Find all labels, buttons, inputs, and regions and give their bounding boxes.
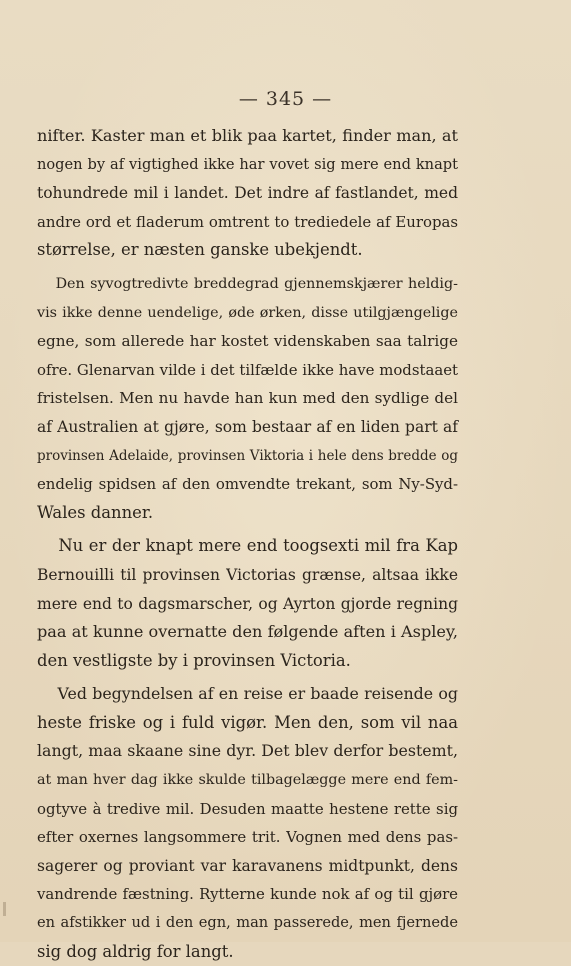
text-line: størrelse, er næsten ganske ubekjendt. (37, 240, 363, 260)
paragraph-3 (37, 532, 458, 675)
paragraph-2 (37, 270, 458, 527)
text-line: mere end to dagsmarscher, og Ayrton gjorde regning (37, 594, 458, 613)
text-line: fristelsen. Men nu havde han kun med den sydlige del (37, 389, 458, 408)
text-line: ofre. Glenarvan vilde i det tilfælde ikke have modstaaet (37, 360, 458, 379)
body-text (37, 122, 458, 966)
text-line: Bernouilli til provinsen Victorias grænse, altsaa ikke (37, 565, 458, 584)
text-line: nifter. Kaster man et blik paa kartet, finder man, at (37, 126, 458, 145)
text-line: Ved begyndelsen af en reise er baade reisende og (57, 684, 458, 704)
text-line: langt, maa skaane sine dyr. Det blev derfor bestemt, (37, 741, 458, 761)
text-line: sagerer og proviant var karavanens midtpunkt, dens (37, 856, 458, 875)
text-line: vandrende fæstning. Rytterne kunde nok af og til gjøre (37, 885, 458, 904)
text-line: tohundrede mil i landet. Det indre af fastlandet, med (37, 184, 458, 203)
text-line: en afstikker ud i den egn, man passerede, men fjernede (37, 914, 458, 932)
text-line: af Australien at gjøre, som bestaar af en liden part af (37, 417, 458, 436)
text-line: sig dog aldrig for langt. (37, 941, 234, 961)
text-line: vis ikke denne uendelige, øde ørken, disse utilgjængelige (37, 304, 458, 321)
text-line: Wales danner. (37, 502, 154, 522)
text-line: ogtyve à tredive mil. Desuden maatte hestene rette sig (37, 799, 458, 818)
page-number: — 345 — (238, 88, 333, 110)
text-line: endelig spidsen af den omvendte trekant, som Ny-Syd- (37, 475, 458, 494)
text-line: Den syvogtredivte breddegrad gjennemskjærer heldig- (55, 275, 458, 292)
text-line: Nu er der knapt mere end toogsexti mil fra Kap (58, 536, 458, 556)
paragraph-1 (37, 122, 458, 265)
text-line: nogen by af vigtighed ikke har vovet sig mere end knapt (37, 155, 458, 173)
page-edge-mark (3, 902, 6, 916)
text-line: provinsen Adelaide, provinsen Viktoria i hele dens bredde og (37, 447, 458, 464)
paragraph-4 (37, 680, 458, 966)
text-line: andre ord et fladerum omtrent to trediedele af Europas (37, 212, 458, 231)
text-line: efter oxernes langsommere trit. Vognen med dens pas- (37, 828, 458, 847)
text-line: heste friske og i fuld vigør. Men den, som vil naa (37, 712, 458, 732)
text-line: paa at kunne overnatte den følgende aften i Aspley, (37, 622, 458, 642)
text-line: egne, som allerede har kostet videnskaben saa talrige (37, 332, 458, 351)
text-line: den vestligste by i provinsen Victoria. (37, 650, 351, 670)
text-line: at man hver dag ikke skulde tilbagelægge mere end fem- (37, 772, 458, 789)
